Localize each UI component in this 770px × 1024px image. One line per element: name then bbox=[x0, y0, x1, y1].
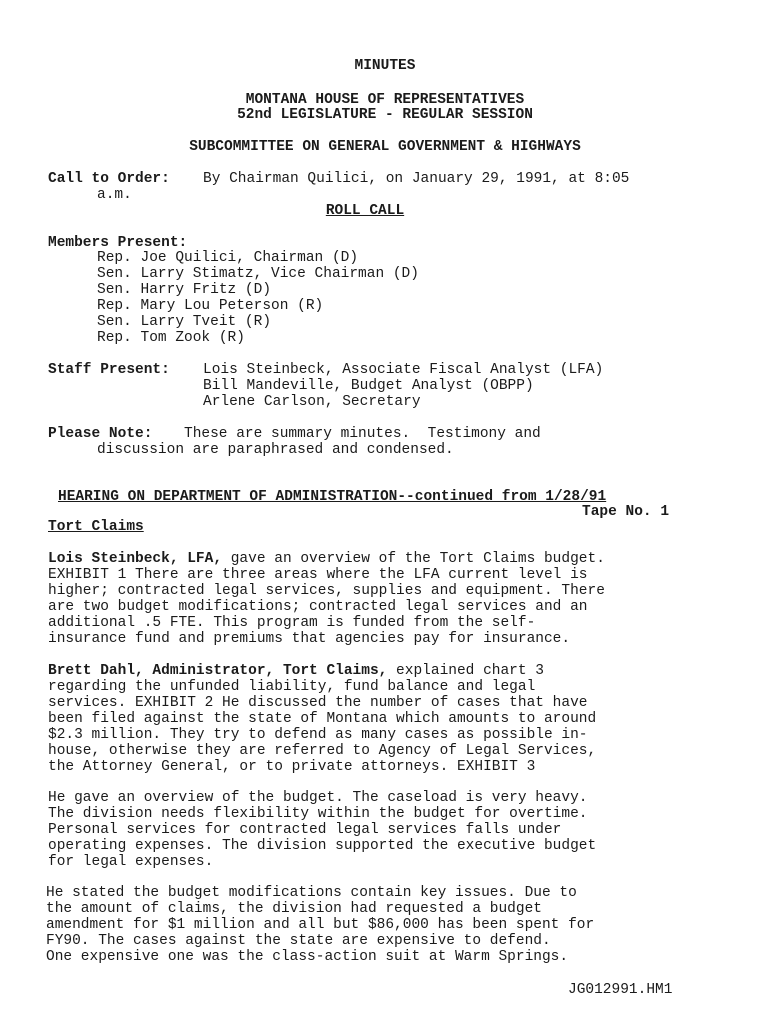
member-item: Rep. Mary Lou Peterson (R) bbox=[97, 298, 324, 314]
tape-number: Tape No. 1 bbox=[582, 504, 670, 520]
document-title: MINUTES bbox=[354, 58, 416, 74]
paragraph bbox=[46, 885, 686, 965]
call-to-order-label: Call to Order: bbox=[48, 171, 170, 187]
member-item: Rep. Joe Quilici, Chairman (D) bbox=[97, 250, 359, 266]
paragraph-text: He stated the budget modifications contain key issues. Due to the amount of claims, the division had requested a budget amendment for $1 million and all but $86,000 has been spent for FY90. The cases against the state are expensive to defend. One expensive one was the class-action suit at Warm Springs. bbox=[46, 885, 595, 965]
staff-item: Arlene Carlson, Secretary bbox=[203, 394, 421, 410]
paragraph-text: He gave an overview of the budget. The caseload is very heavy. The division needs flexibility within the budget for overtime. Personal services for contracted legal services falls under operating expenses. The division supported the executive budget for legal expenses. bbox=[48, 790, 597, 870]
call-to-order-text-cont: a.m. bbox=[97, 187, 132, 203]
roll-call-heading: ROLL CALL bbox=[325, 203, 405, 219]
member-item: Sen. Larry Tveit (R) bbox=[97, 314, 272, 330]
hearing-heading: HEARING ON DEPARTMENT OF ADMINISTRATION--continued from 1/28/91 bbox=[58, 489, 607, 505]
please-note-text-cont: discussion are paraphrased and condensed. bbox=[97, 442, 454, 458]
call-to-order-text: By Chairman Quilici, on January 29, 1991, at 8:05 bbox=[203, 171, 630, 187]
subcommittee-name: SUBCOMMITTEE ON GENERAL GOVERNMENT & HIGHWAYS bbox=[189, 139, 581, 155]
paragraph-lead: Brett Dahl, Administrator, Tort Claims, bbox=[48, 663, 388, 679]
member-item: Sen. Harry Fritz (D) bbox=[97, 282, 272, 298]
staff-item: Bill Mandeville, Budget Analyst (OBPP) bbox=[203, 378, 534, 394]
paragraph-text: explained chart 3 regarding the unfunded liability, fund balance and legal services. EXHIBIT 2 He discussed the number of cases that have been filed against the state of Montana which amounts to around $2.3 million. They try to defend as many cases as possible in- house, otherwise they are referred to Agency of Legal Services, the Attorney General, or to private attorneys. EXHIBIT 3 bbox=[48, 663, 597, 775]
staff-item: Lois Steinbeck, Associate Fiscal Analyst (LFA) bbox=[203, 362, 604, 378]
document-id: JG012991.HM1 bbox=[568, 982, 673, 998]
paragraph-text: gave an overview of the Tort Claims budget. EXHIBIT 1 There are three areas where the LFA current level is higher; contracted legal services, supplies and equipment. There are two budget modifications; contracted legal services and an additional .5 FTE. This program is funded from the self- insurance fund and premiums that agencies pay for insurance. bbox=[48, 551, 605, 647]
member-item: Rep. Tom Zook (R) bbox=[97, 330, 245, 346]
paragraph bbox=[48, 663, 688, 775]
legislative-body: MONTANA HOUSE OF REPRESENTATIVES bbox=[245, 92, 525, 108]
paragraph bbox=[48, 551, 688, 647]
session-line: 52nd LEGISLATURE - REGULAR SESSION bbox=[237, 107, 533, 123]
please-note-label: Please Note: bbox=[48, 426, 153, 442]
paragraph bbox=[48, 790, 688, 870]
staff-present-label: Staff Present: bbox=[48, 362, 170, 378]
section-heading: Tort Claims bbox=[48, 519, 144, 535]
please-note-text: These are summary minutes. Testimony and bbox=[184, 426, 541, 442]
paragraph-lead: Lois Steinbeck, LFA, bbox=[48, 551, 223, 567]
members-present-label: Members Present: bbox=[48, 235, 188, 251]
member-item: Sen. Larry Stimatz, Vice Chairman (D) bbox=[97, 266, 419, 282]
